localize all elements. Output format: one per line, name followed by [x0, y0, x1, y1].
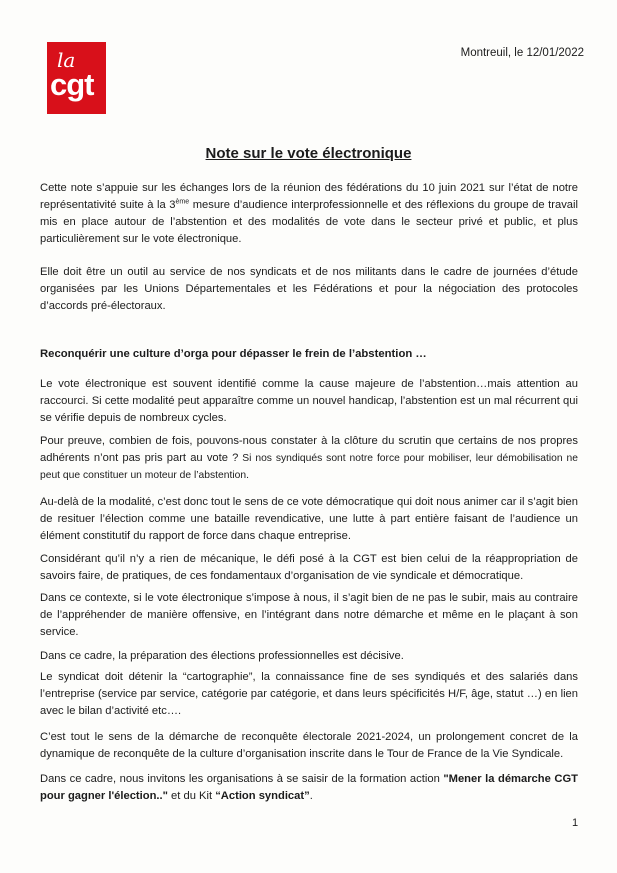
- paragraph-proof-part-b: Si nos syndiqués sont notre force pour mobiliser, leur démobilisation ne peut que constituer un moteur de l’abstention.: [40, 453, 578, 481]
- page-number: 1: [572, 817, 579, 829]
- paragraph-intro-part-a: Cette note s’appuie sur les échanges lors de la réunion des fédérations du 10 juin 2021 sur l’état de notre représentativité suite à la 3: [40, 182, 578, 211]
- paragraph-proof-part-a: Pour preuve, combien de fois, pouvons-nous constater à la clôture du scrutin que certains de nos propres adhérents n’ont pas pris part au vote ?: [40, 435, 578, 464]
- paragraph-preparation: Dans ce cadre, la préparation des élections professionnelles est décisive.: [40, 650, 404, 662]
- paragraph-invitation: [40, 771, 578, 805]
- superscript-eme: ème: [175, 198, 190, 206]
- invitation-text-a: Dans ce cadre, nous invitons les organisations à se saisir de la formation action: [40, 773, 444, 785]
- training-action-title: "Mener la démarche CGT pour gagner l'élection..": [40, 773, 578, 802]
- paragraph-considering: Considérant qu’il n’y a rien de mécanique, le défi posé à la CGT est bien celui de la réappropriation de savoirs faire, de pratiques, de ces fondamentaux d’organisation de vie syndicale et démocratique.: [40, 553, 578, 582]
- cgt-logo: [47, 42, 106, 114]
- paragraph-context: Dans ce contexte, si le vote électronique s’impose à nous, il s’agit bien de ne pas le subir, mais au contraire de l’appréhender de manière offensive, en l’intégrant dans notre démarche et même en le plaçant à son service.: [40, 592, 578, 638]
- paragraph-electronic-vote: Le vote électronique est souvent identifié comme la cause majeure de l’abstention…mais attention au raccourci. Si cette modalité peut apparaître comme un nouvel handicap, l’abstention est un mal récurrent qui se vérifie depuis de nombreux cycles.: [40, 378, 578, 424]
- section-heading: Reconquérir une culture d’orga pour dépasser le frein de l’abstention …: [40, 348, 427, 360]
- logo-la-text: la: [57, 48, 76, 72]
- paragraph-purpose: Elle doit être un outil au service de nos syndicats et de nos militants dans le cadre de journées d’étude organisées par les Unions Départementales et les Fédérations et pour la négociation des protocoles d’accords pré-électoraux.: [40, 266, 578, 312]
- paragraph-intro-part-b: mesure d’audience interprofessionnelle et des réflexions du groupe de travail mis en place autour de l’abstention et des modalités de vote dans le secteur privé et public, et plus particulièrement sur le vote électronique.: [40, 199, 578, 245]
- kit-title: “Action syndicat”: [215, 790, 310, 802]
- paragraph-proof: [40, 433, 578, 484]
- invitation-text-c: et du Kit: [167, 790, 216, 802]
- paragraph-beyond-modality: Au-delà de la modalité, c’est donc tout le sens de ce vote démocratique qui doit nous animer car il s’agit bien de resituer l’élection comme une bataille revendicative, une lutte à part entière faisant de l’audience un élément constitutif du rapport de force dans chaque entreprise.: [40, 496, 578, 542]
- document-title: Note sur le vote électronique: [205, 145, 412, 162]
- paragraph-intro: [40, 180, 578, 248]
- logo-cgt-text: cgt: [50, 67, 94, 102]
- invitation-text-e: .: [309, 790, 313, 802]
- paragraph-cartography: Le syndicat doit détenir la “cartographie”, la connaissance fine de ses syndiqués et des salariés dans l’entreprise (service par service, catégorie par catégorie, et dans leurs spécificités H/F, âge, statut …) en lien avec le bilan d’activité etc….: [40, 671, 578, 717]
- paragraph-reconquest: C’est tout le sens de la démarche de reconquête électorale 2021-2024, un prolongement concret de la dynamique de reconquête de la culture d’organisation inscrite dans le Tour de France de la Vie Syndicale.: [40, 731, 578, 760]
- date-line: Montreuil, le 12/01/2022: [460, 47, 584, 59]
